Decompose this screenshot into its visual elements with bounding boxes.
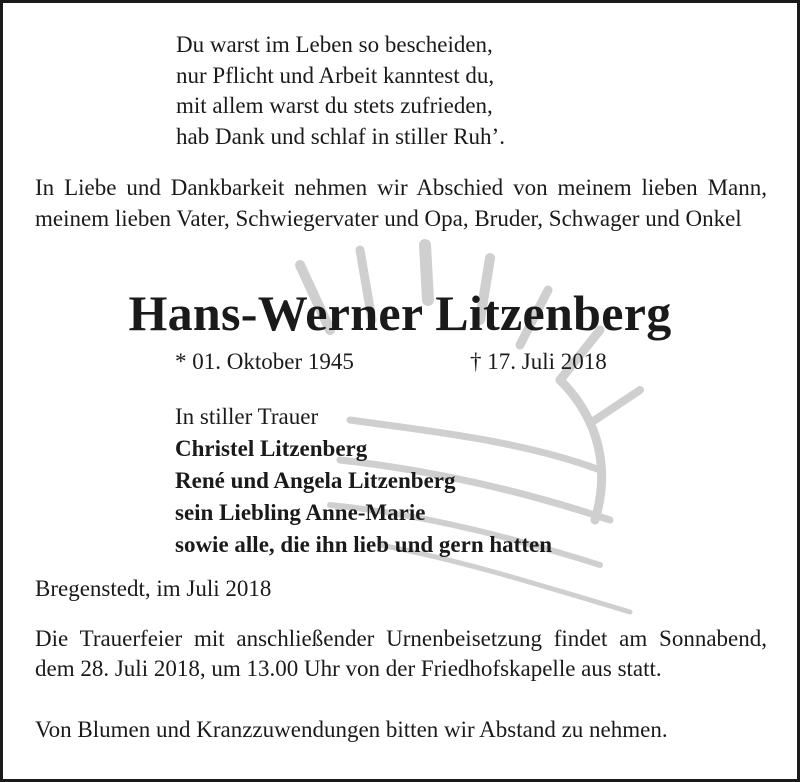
birth-date: * 01. Oktober 1945 (175, 349, 354, 374)
mourners-block (175, 401, 552, 561)
poem (176, 30, 505, 152)
death-date: † 17. Juli 2018 (470, 349, 607, 374)
mourner-name: sein Liebling Anne-Marie (175, 500, 426, 525)
mourner-name: sowie alle, die ihn lieb und gern hatten (175, 532, 552, 557)
poem-line: Du warst im Leben so bescheiden, (176, 32, 493, 57)
mourning-label: In stiller Trauer (175, 404, 319, 429)
poem-line: nur Pflicht und Arbeit kanntest du, (176, 62, 495, 88)
deceased-name: Hans-Werner Litzenberg (128, 285, 672, 341)
mourner-name: Christel Litzenberg (175, 436, 368, 461)
mourner-name: René und Angela Litzenberg (175, 468, 456, 493)
intro-text: In Liebe und Dankbarkeit nehmen wir Abschied von meinem lieben Mann, meinem lieben Vater, Schwiegervater und Opa, Bruder, Schwager und Onkel (35, 175, 767, 231)
flowers-note: Von Blumen und Kranzzuwendungen bitten wir Abstand zu nehmen. (35, 717, 668, 742)
place-date: Bregenstedt, im Juli 2018 (35, 576, 272, 601)
poem-line: mit allem warst du stets zufrieden, (176, 93, 493, 118)
poem-line: hab Dank und schlaf in stiller Ruh’. (176, 123, 505, 149)
funeral-info: Die Trauerfeier mit anschließender Urnenbeisetzung findet am Sonnabend, dem 28. Juli 2018, um 13.00 Uhr von der Friedhofskapelle aus statt. (35, 626, 767, 681)
